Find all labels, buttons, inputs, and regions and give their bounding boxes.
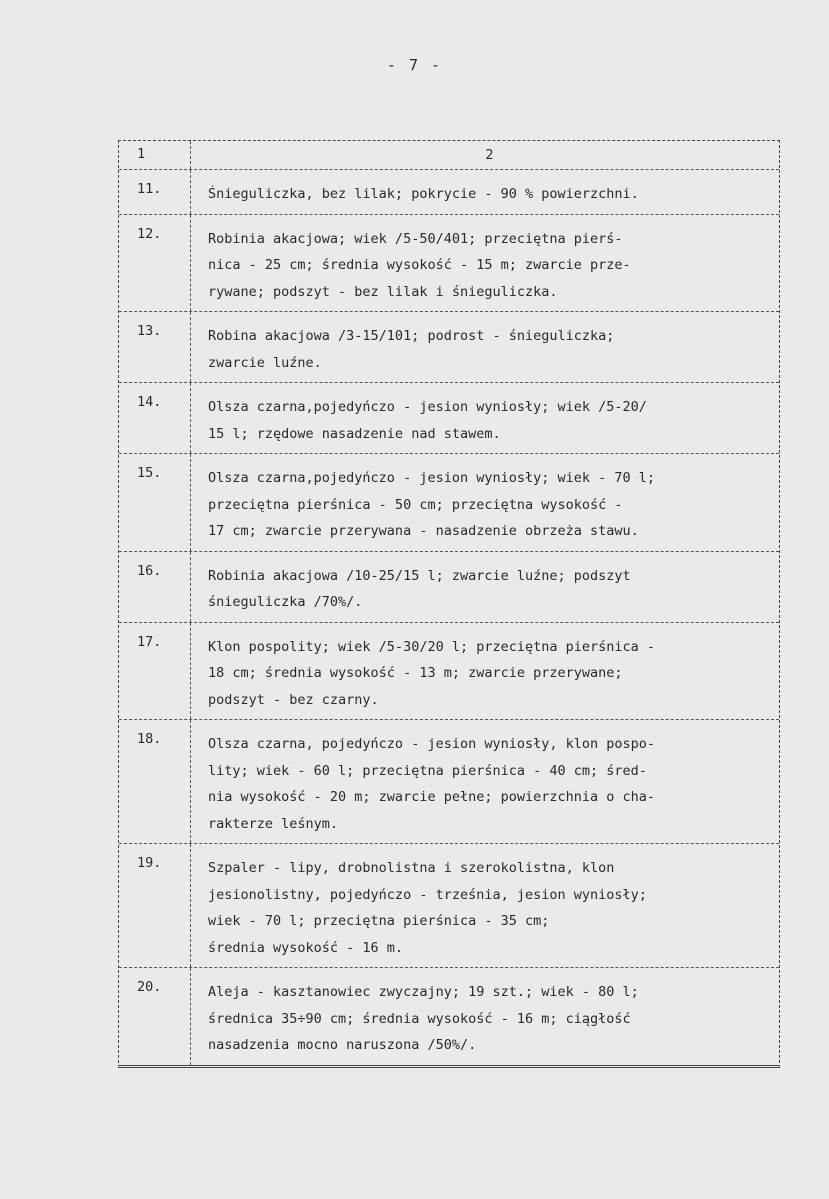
- row-number: 18.: [119, 720, 191, 843]
- table-row: [119, 720, 779, 844]
- row-number: 11.: [119, 170, 191, 214]
- row-description: [191, 312, 779, 382]
- table-row: [119, 844, 779, 968]
- table-row: [119, 552, 779, 623]
- description-line: średnia wysokość - 16 m.: [208, 939, 404, 956]
- row-description: [191, 552, 779, 622]
- description-line: Aleja - kasztanowiec zwyczajny; 19 szt.; wiek - 80 l;: [208, 984, 639, 1000]
- description-line: jesionolistny, pojedyńczo - trześnia, jesion wyniosły;: [208, 886, 647, 903]
- description-line: Śnieguliczka, bez lilak; pokrycie - 90 % powierzchni.: [208, 186, 639, 202]
- row-description: [191, 720, 779, 843]
- description-line: Olsza czarna,pojedyńczo - jesion wyniosły; wiek - 70 l;: [208, 470, 656, 486]
- table-row: [119, 215, 779, 313]
- description-line: nica - 25 cm; średnia wysokość - 15 m; zwarcie prze-: [208, 257, 631, 273]
- row-number: 13.: [119, 312, 191, 382]
- row-description: [191, 968, 779, 1065]
- description-line: Robinia akacjowa /10-25/15 l; zwarcie luźne; podszyt: [208, 567, 631, 584]
- row-number: 20.: [119, 968, 191, 1065]
- row-description: [191, 383, 779, 453]
- row-description: [191, 170, 779, 214]
- description-line: 15 l; rzędowe nasadzenie nad stawem.: [208, 425, 501, 442]
- row-number: 15.: [119, 454, 191, 551]
- row-number: 14.: [119, 383, 191, 453]
- inventory-table: [118, 140, 780, 1068]
- row-description: [191, 623, 779, 720]
- description-line: podszyt - bez czarny.: [208, 691, 379, 708]
- description-line: Olsza czarna,pojedyńczo - jesion wyniosły; wiek /5-20/: [208, 399, 647, 415]
- table-row: [119, 454, 779, 552]
- table-row: [119, 968, 779, 1065]
- description-line: wiek - 70 l; przeciętna pierśnica - 35 cm;: [208, 913, 550, 929]
- row-number: 12.: [119, 215, 191, 312]
- table-row: [119, 623, 779, 721]
- table-row: [119, 383, 779, 454]
- description-line: śnieguliczka /70%/.: [208, 594, 363, 610]
- description-line: zwarcie luźne.: [208, 354, 322, 371]
- row-description: [191, 844, 779, 967]
- page-number: - 7 -: [386, 56, 443, 74]
- description-line: Olsza czarna, pojedyńczo - jesion wyniosły, klon pospo-: [208, 736, 656, 752]
- description-line: rywane; podszyt - bez lilak i śnieguliczka.: [208, 283, 558, 300]
- header-col-1: 1: [119, 141, 191, 169]
- description-line: nia wysokość - 20 m; zwarcie pełne; powierzchnia o cha-: [208, 789, 656, 805]
- description-line: Szpaler - lipy, drobnolistna i szerokolistna, klon: [208, 860, 615, 876]
- description-line: Klon pospolity; wiek /5-30/20 l; przeciętna pierśnica -: [208, 638, 656, 655]
- description-line: Robina akacjowa /3-15/101; podrost - śnieguliczka;: [208, 328, 615, 344]
- description-line: średnica 35÷90 cm; średnia wysokość - 16 m; ciągłość: [208, 1010, 631, 1027]
- table-row: [119, 312, 779, 383]
- description-line: przeciętna pierśnica - 50 cm; przeciętna wysokość -: [208, 496, 623, 513]
- description-line: nasadzenia mocno naruszona /50%/.: [208, 1037, 477, 1053]
- row-number: 17.: [119, 623, 191, 720]
- row-number: 16.: [119, 552, 191, 622]
- header-col-2: 2: [485, 147, 494, 163]
- row-description: [191, 454, 779, 551]
- description-line: rakterze leśnym.: [208, 815, 339, 832]
- row-description: [191, 215, 779, 312]
- description-line: 17 cm; zwarcie przerywana - nasadzenie obrzeża stawu.: [208, 523, 639, 539]
- table-header-row: [119, 141, 779, 170]
- row-number: 19.: [119, 844, 191, 967]
- description-line: lity; wiek - 60 l; przeciętna pierśnica - 40 cm; śred-: [208, 762, 647, 779]
- description-line: Robinia akacjowa; wiek /5-50/401; przeciętna pierś-: [208, 230, 623, 247]
- table-row: [119, 170, 779, 215]
- description-line: 18 cm; średnia wysokość - 13 m; zwarcie przerywane;: [208, 665, 623, 681]
